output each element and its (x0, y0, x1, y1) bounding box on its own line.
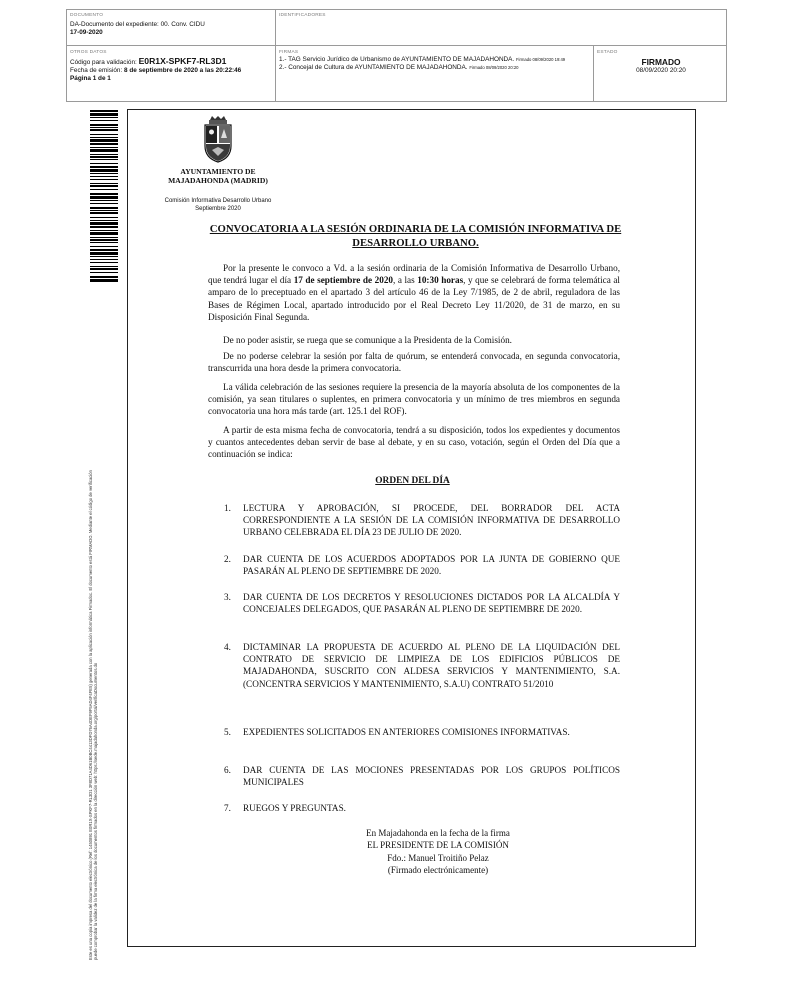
firmas-cell (279, 50, 589, 72)
fecha-emision (70, 67, 275, 75)
session-time: 10:30 horas (417, 275, 464, 286)
intro-paragraph-1: Por la presente le convoco a Vd. a la sesión ordinaria de la Comisión Informativa de Desarrollo Urbano, que tendrá lugar el día 17 de septiembre de 2020, a las 10:30 horas, y que se celebrará de forma telemática al amparo de lo preceptuado en el apartado 3 del artículo 46 de la Ley 7/1985, de 2 de abril, reguladora de las Bases de Régimen Local, apartado introducido por el Real Decreto Ley 11/2020, de 31 de marzo, en su Disposición Final Segunda. (208, 263, 620, 322)
documento-value: DA-Documento del expediente: 00. Conv. CIDU (70, 21, 205, 28)
fecha-emision-label: Fecha de emisión: (70, 67, 123, 74)
session-date: 17 de septiembre de 2020 (293, 275, 394, 286)
codigo-validacion (70, 57, 275, 67)
side-text-line-1: Este es una copia impresa del documento electrónico (Ref: 1450891 E0R1X-SPKF7-RL3D1 3F8D71A4D61B0BC4413DFD76A4DEF9F5AD4F4FE5) generada con la aplicación informática Firmadoc. El documento está FIRMADO. Mediante el código de verificación (88, 470, 93, 960)
documento-label: DOCUMENTO (70, 13, 104, 18)
commission-name: Comisión Informativa Desarrollo Urbano (164, 198, 272, 204)
codigo-value: E0R1X-SPKF7-RL3D1 (138, 56, 227, 66)
documento-date: 17-09-2020 (70, 29, 103, 36)
firma-2-small: Firmado 08/09/2020 20:20 (469, 65, 519, 70)
signature-place-date: En Majadahonda en la fecha de la firma (366, 828, 510, 838)
orden-item-text: DAR CUENTA DE LOS DECRETOS Y RESOLUCIONES DICTADOS POR LA ALCALDÍA Y CONCEJALES DELEGADOS, QUE PASARÁN AL PLENO DE SEPTIEMBRE DE 2020. (243, 592, 620, 615)
orden-item-number: 4. (224, 642, 231, 652)
side-verification-text (88, 280, 98, 960)
otros-datos-cell (70, 50, 275, 83)
documento-cell (70, 13, 270, 37)
firma-1-main: 1.- TAG Servicio Jurídico de Urbanismo de AYUNTAMIENTO DE MAJADAHONDA. (279, 56, 515, 63)
intro-paragraph-5: A partir de esta misma fecha de convocatoria, tendrá a su disposición, todos los expedientes y documentos y cuantos antecedentes deban servir de base al debate, y en su caso, votación, según el Orden del Día que a continuación se indica: (208, 425, 620, 460)
identificadores-label: IDENTIFICADORES (279, 13, 326, 18)
orden-item-number: 6. (224, 765, 231, 775)
document-page (127, 109, 696, 947)
signature-note: (Firmado electrónicamente) (387, 865, 489, 876)
firma-1 (279, 56, 589, 64)
orden-item-number: 1. (224, 503, 231, 513)
side-text-line-2: puede comprobar la validez de la firma electrónica de los documentos firmados en la dirección web: https://sede.majadahonda.org/portal/verificaDocumentos.do (93, 662, 99, 960)
firma-2-main: 2.- Concejal de Cultura de AYUNTAMIENTO DE MAJADAHONDA. (279, 64, 468, 71)
coat-of-arms-icon (202, 116, 234, 168)
orden-item-text: DAR CUENTA DE LOS ACUERDOS ADOPTADOS POR LA JUNTA DE GOBIERNO QUE PASARÁN AL PLENO DE SEPTIEMBRE DE 2020. (243, 554, 620, 577)
intro-paragraph-4: La válida celebración de las sesiones requiere la presencia de la mayoría absoluta de los componentes de la comisión, ya sean titulares o suplentes, en primera convocatoria y un mínimo de tres miembros en segunda convocatoria una hora más tarde (art. 125.1 del ROF). (208, 382, 620, 417)
estado-value: FIRMADO (641, 57, 681, 67)
firma-2 (279, 64, 589, 72)
org-name: AYUNTAMIENTO DE MAJADAHONDA (MADRID) (168, 167, 268, 185)
identificadores-cell (279, 13, 326, 18)
orden-item-number: 7. (224, 803, 231, 813)
codigo-label: Código para validación: (70, 59, 137, 66)
intro-paragraph-3: De no poderse celebrar la sesión por falta de quórum, se entenderá convocada, en segunda convocatoria, transcurrida una hora desde la primera convocatoria. (208, 351, 620, 374)
signature-block (288, 827, 588, 877)
intro-paragraph-2: De no poder asistir, se ruega que se comunique a la Presidenta de la Comisión. (223, 335, 512, 345)
document-header (66, 9, 727, 102)
fecha-emision-value: 8 de septiembre de 2020 a las 20:22:46 (124, 67, 242, 74)
signature-name: Fdo.: Manuel Troitiño Pelaz (387, 852, 489, 863)
orden-item-text: DAR CUENTA DE LAS MOCIONES PRESENTADAS POR LOS GRUPOS POLÍTICOS MUNICIPALES (243, 765, 620, 788)
document-title: CONVOCATORIA A LA SESIÓN ORDINARIA DE LA COMISIÓN INFORMATIVA DE DESARROLLO URBANO. (209, 223, 622, 249)
orden-item-text: EXPEDIENTES SOLICITADOS EN ANTERIORES COMISIONES INFORMATIVAS. (243, 727, 570, 737)
orden-item-number: 2. (224, 554, 231, 564)
estado-label: ESTADO (597, 50, 618, 55)
pagina: Página 1 de 1 (70, 75, 111, 82)
commission-month: Septiembre 2020 (195, 205, 241, 212)
signature-role: EL PRESIDENTE DE LA COMISIÓN (367, 840, 509, 851)
orden-item-text: DICTAMINAR LA PROPUESTA DE ACUERDO AL PLENO DE LA LIQUIDACIÓN DEL CONTRATO DE SERVICIO DE LIMPIEZA DE LOS EDIFICIOS PÚBLICOS DE MAJADAHONDA, SUSCRITO CON ALDESA SERVICIOS Y MANTENIMIENTO, S.A. (CONCENTRA SERVICIOS Y MANTENIMIENTO, S.A.U) CONTRATO 51/2010 (243, 642, 620, 689)
firmas-label: FIRMAS (279, 50, 299, 55)
validation-barcode (90, 110, 118, 282)
orden-item-text: RUEGOS Y PREGUNTAS. (243, 803, 346, 813)
org-subtitle (148, 198, 288, 213)
orden-item-number: 5. (224, 727, 231, 737)
otros-datos-label: OTROS DATOS (70, 50, 107, 55)
orden-item-text: LECTURA Y APROBACIÓN, SI PROCEDE, DEL BORRADOR DEL ACTA CORRESPONDIENTE A LA SESIÓN DE LA COMISIÓN INFORMATIVA DE DESARROLLO URBANO CELEBRADA EL DÍA 23 DE JULIO DE 2020. (243, 503, 620, 538)
orden-del-dia-title: ORDEN DEL DÍA (375, 476, 450, 486)
orden-item-number: 3. (224, 592, 231, 602)
estado-date: 08/09/2020 20:20 (636, 67, 686, 74)
estado-cell (597, 50, 725, 74)
firma-1-small: Firmado 08/09/2020 19:49 (516, 57, 566, 62)
